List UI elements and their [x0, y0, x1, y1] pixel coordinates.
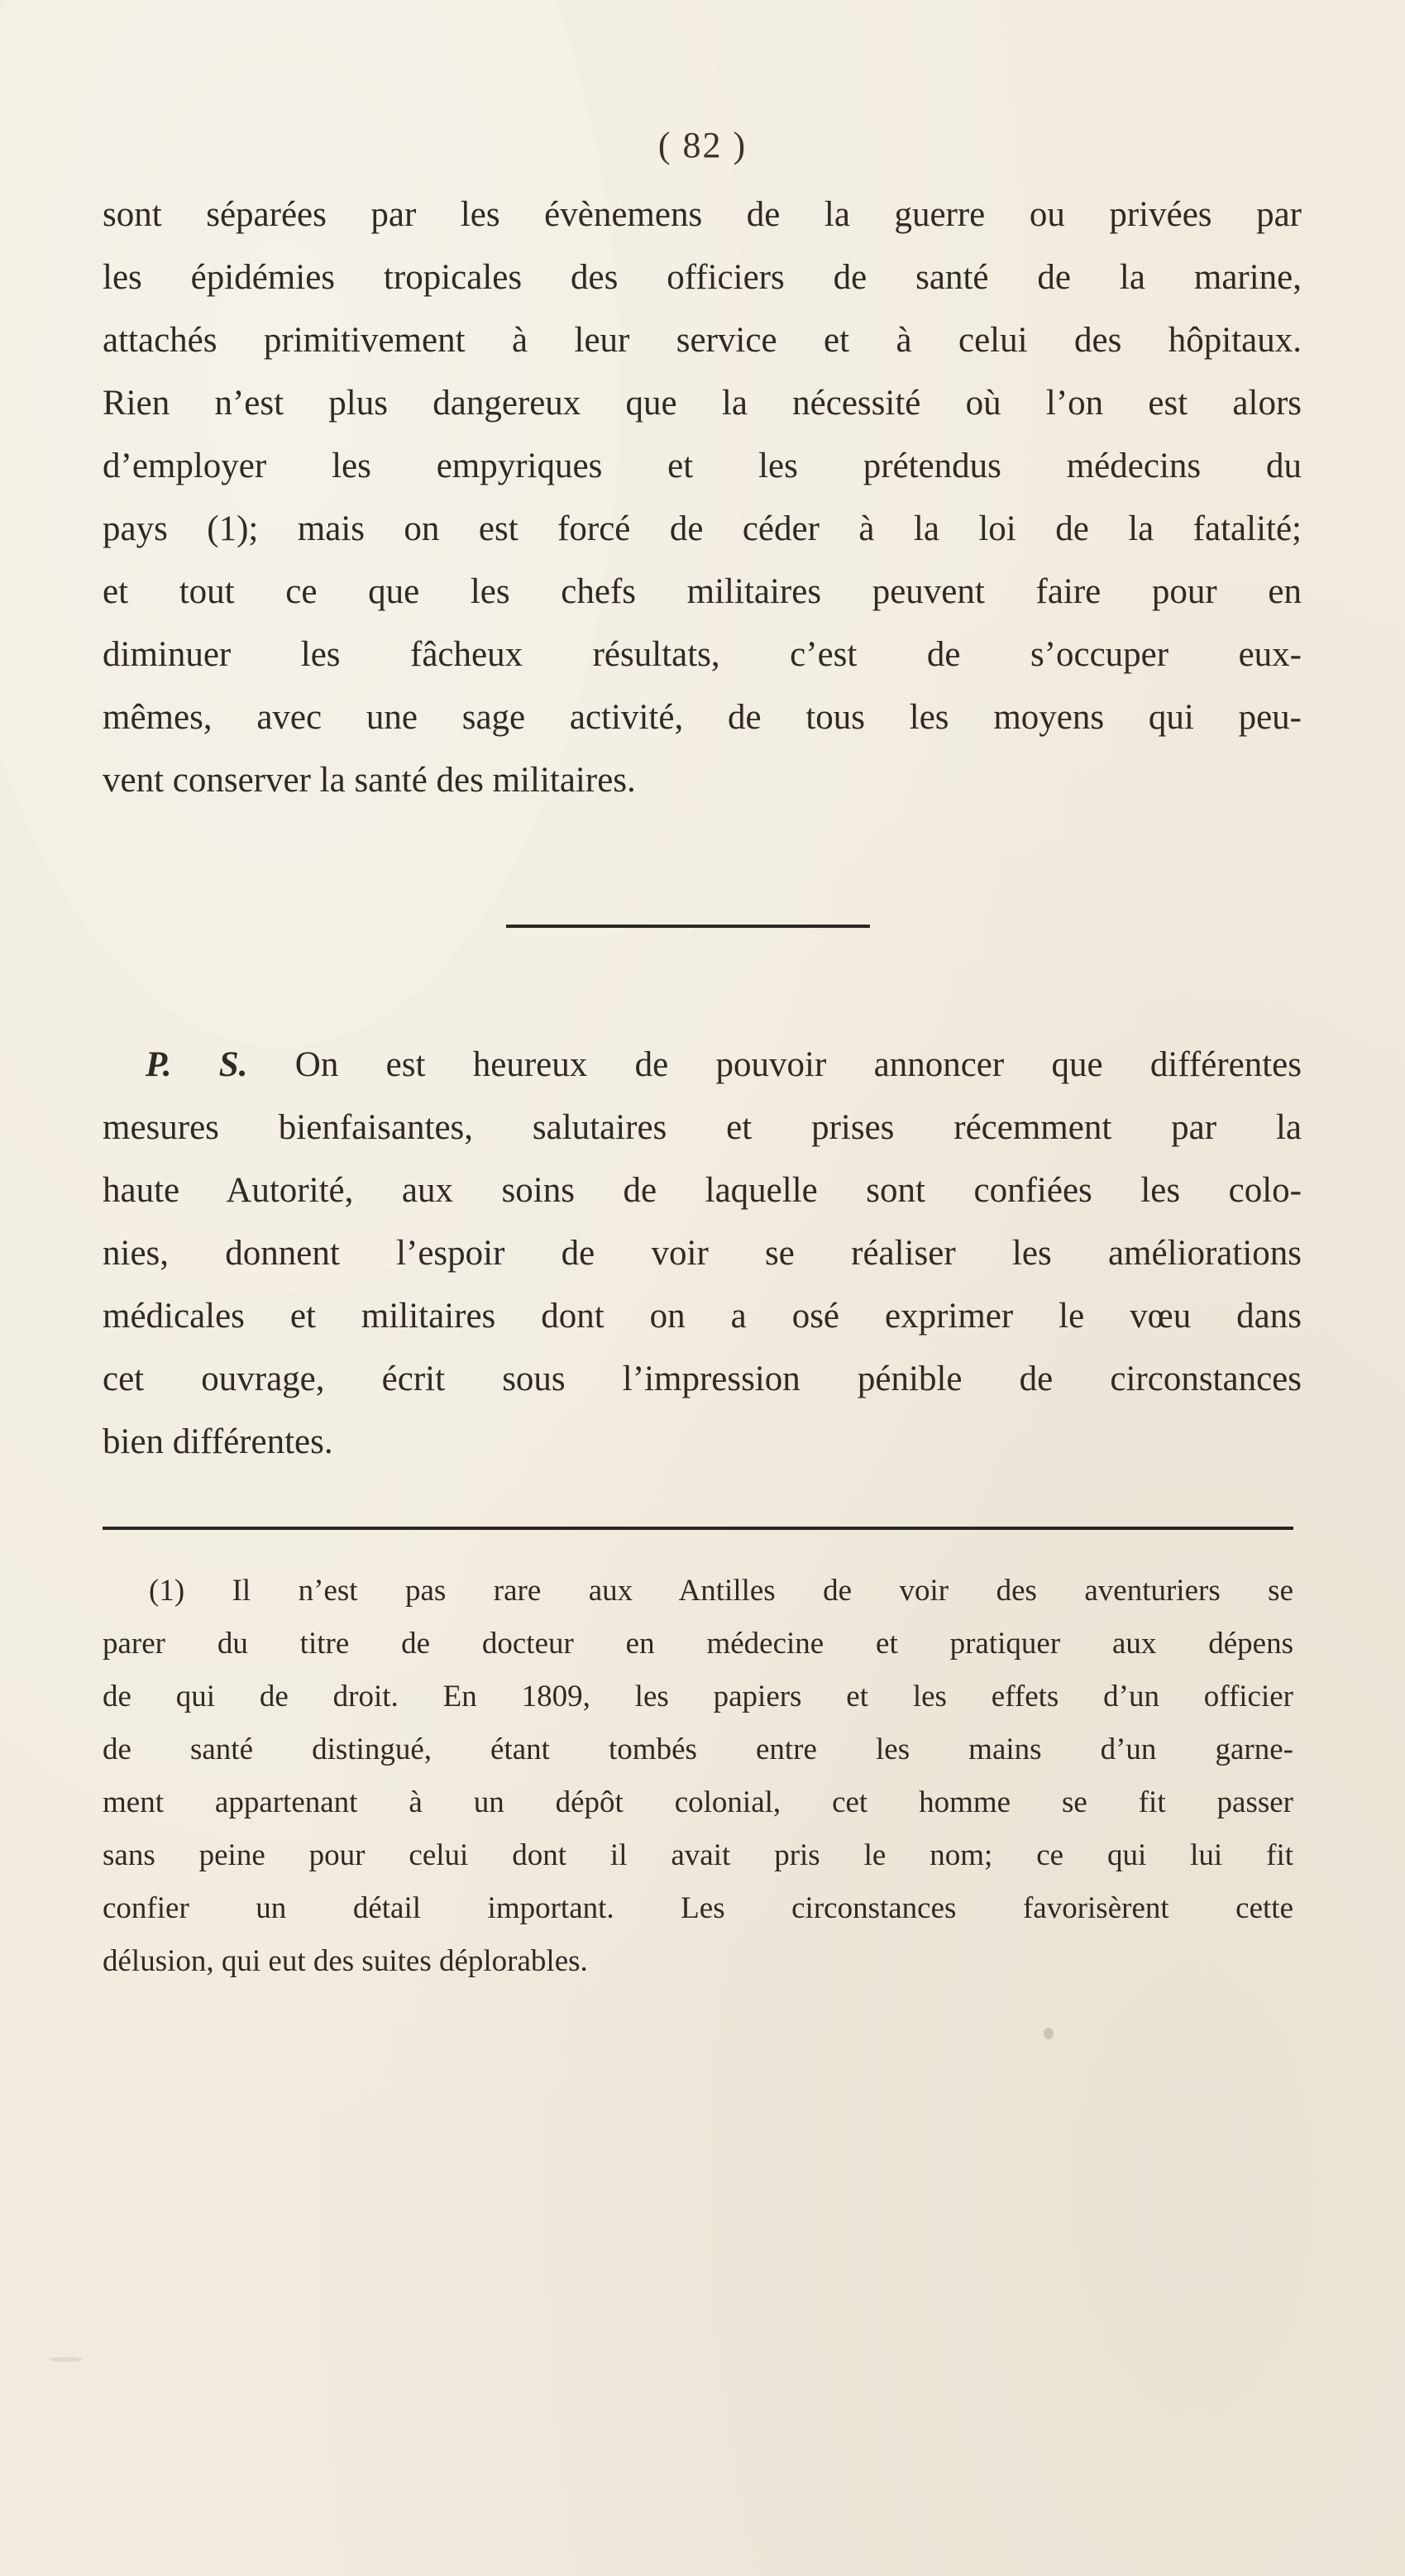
footnote-line: (1) Il n’est pas rare aux Antilles de voir des aventuriers se [149, 1574, 1293, 1608]
footnote-line: de qui de droit. En 1809, les papiers et les effets d’un officier [103, 1680, 1293, 1713]
page-number: ( 82 ) [657, 125, 748, 165]
text-line: pays (1); mais on est forcé de céder à la loi de la fatalité; [103, 509, 1302, 548]
text-line: mêmes, avec une sage activité, de tous les moyens qui peu- [103, 698, 1302, 737]
postscript-first-line [103, 1034, 1302, 1097]
footnote-line: délusion, qui eut des suites déplorables. [103, 1944, 588, 1978]
text-line: sont séparées par les évènemens de la guerre ou privées par [103, 195, 1302, 234]
section-divider [506, 925, 870, 928]
text-line: et tout ce que les chefs militaires peuvent faire pour en [103, 572, 1302, 611]
text-line: nies, donnent l’espoir de voir se réaliser les améliorations [103, 1234, 1302, 1273]
footnote-line: sans peine pour celui dont il avait pris le nom; ce qui lui fit [103, 1838, 1293, 1872]
footnote [103, 1565, 1293, 1988]
paper-speck [1044, 2028, 1054, 2039]
text-line: attachés primitivement à leur service et à celui des hôpitaux. [103, 321, 1302, 360]
text-line: médicales et militaires dont on a osé exprimer le vœu dans [103, 1297, 1302, 1336]
postscript-paragraph [103, 1034, 1302, 1474]
text-line: haute Autorité, aux soins de laquelle sont confiées les colo- [103, 1171, 1302, 1210]
footnote-line: confier un détail important. Les circonstances favorisèrent cette [103, 1891, 1293, 1925]
footnote-line: ment appartenant à un dépôt colonial, cet homme se fit passer [103, 1785, 1293, 1819]
postscript-first-line-text: On est heureux de pouvoir annoncer que différentes [247, 1045, 1302, 1084]
text-line: d’employer les empyriques et les prétendus médecins du [103, 447, 1302, 485]
paper-speck [50, 2357, 83, 2362]
footnote-divider [103, 1527, 1293, 1530]
footnote-line: parer du titre de docteur en médecine et pratiquer aux dépens [103, 1627, 1293, 1661]
text-line: bien différentes. [103, 1422, 333, 1461]
main-paragraph [103, 184, 1302, 812]
text-line: Rien n’est plus dangereux que la nécessité où l’on est alors [103, 384, 1302, 423]
footnote-line: de santé distingué, étant tombés entre les mains d’un garne- [103, 1732, 1293, 1766]
text-line: les épidémies tropicales des officiers de santé de la marine, [103, 258, 1302, 297]
text-line: diminuer les fâcheux résultats, c’est de s’occuper eux- [103, 635, 1302, 674]
text-line: vent conserver la santé des militaires. [103, 761, 636, 800]
text-line: mesures bienfaisantes, salutaires et prises récemment par la [103, 1108, 1302, 1147]
text-line: cet ouvrage, écrit sous l’impression pénible de circonstances [103, 1360, 1302, 1398]
postscript-label: P. S. [146, 1045, 248, 1084]
